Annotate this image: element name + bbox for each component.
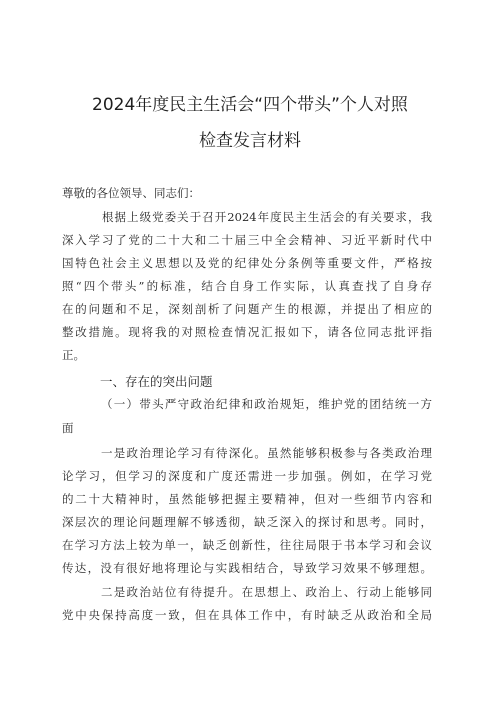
paragraph-line: 的二十大精神时，虽然能够把握主要精神，但对一些细节内容和 (62, 492, 432, 506)
paragraph-line: 深层次的理论问题理解不够透彻，缺乏深入的探讨和思考。同时， (62, 515, 432, 529)
paragraph-line: 正。 (62, 348, 85, 362)
paragraph-line: 整改措施。现将我的对照检查情况汇报如下，请各位同志批评指 (62, 325, 432, 339)
paragraph-line: 一是政治理论学习有待深化。虽然能够积极参与各类政治理 (101, 446, 432, 460)
document-title-line1: 2024年度民主生活会“四个带头”个人对照 (92, 95, 408, 115)
paragraph-line: 深入学习了党的二十大和二十届三中全会精神、习近平新时代中 (62, 233, 432, 247)
paragraph-line: 面 (62, 421, 74, 435)
paragraph-line: 根据上级党委关于召开2024年度民主生活会的有关要求，我 (102, 210, 432, 224)
paragraph-line: 国特色社会主义思想以及党的纪律处分条例等重要文件，严格按 (62, 256, 432, 270)
paragraph-line: 党中央保持高度一致，但在具体工作中，有时缺乏从政治和全局 (62, 608, 432, 622)
paragraph-line: 传达，没有很好地将理论与实践相结合，导致学习效果不够理想。 (62, 561, 432, 575)
paragraph-line: 在学习方法上较为单一，缺乏创新性，往往局限于书本学习和会议 (62, 538, 432, 552)
paragraph-line: 论学习，但学习的深度和广度还需进一步加强。例如，在学习党 (62, 469, 432, 483)
paragraph-line: （一）带头严守政治纪律和政治规矩，维护党的团结统一方 (101, 397, 432, 411)
section-heading: 一、存在的突出问题 (100, 374, 213, 389)
document-title-line2: 检查发言材料 (199, 131, 301, 151)
paragraph-line: 二是政治站位有待提升。在思想上、政治上、行动上能够同 (101, 585, 432, 599)
paragraph-line: 在的问题和不足，深刻剖析了问题产生的根源，并提出了相应的 (62, 302, 432, 316)
paragraph-line: 照“四个带头”的标准，结合自身工作实际，认真查找了自身存 (62, 279, 432, 293)
salutation: 尊敬的各位领导、同志们： (62, 186, 200, 200)
